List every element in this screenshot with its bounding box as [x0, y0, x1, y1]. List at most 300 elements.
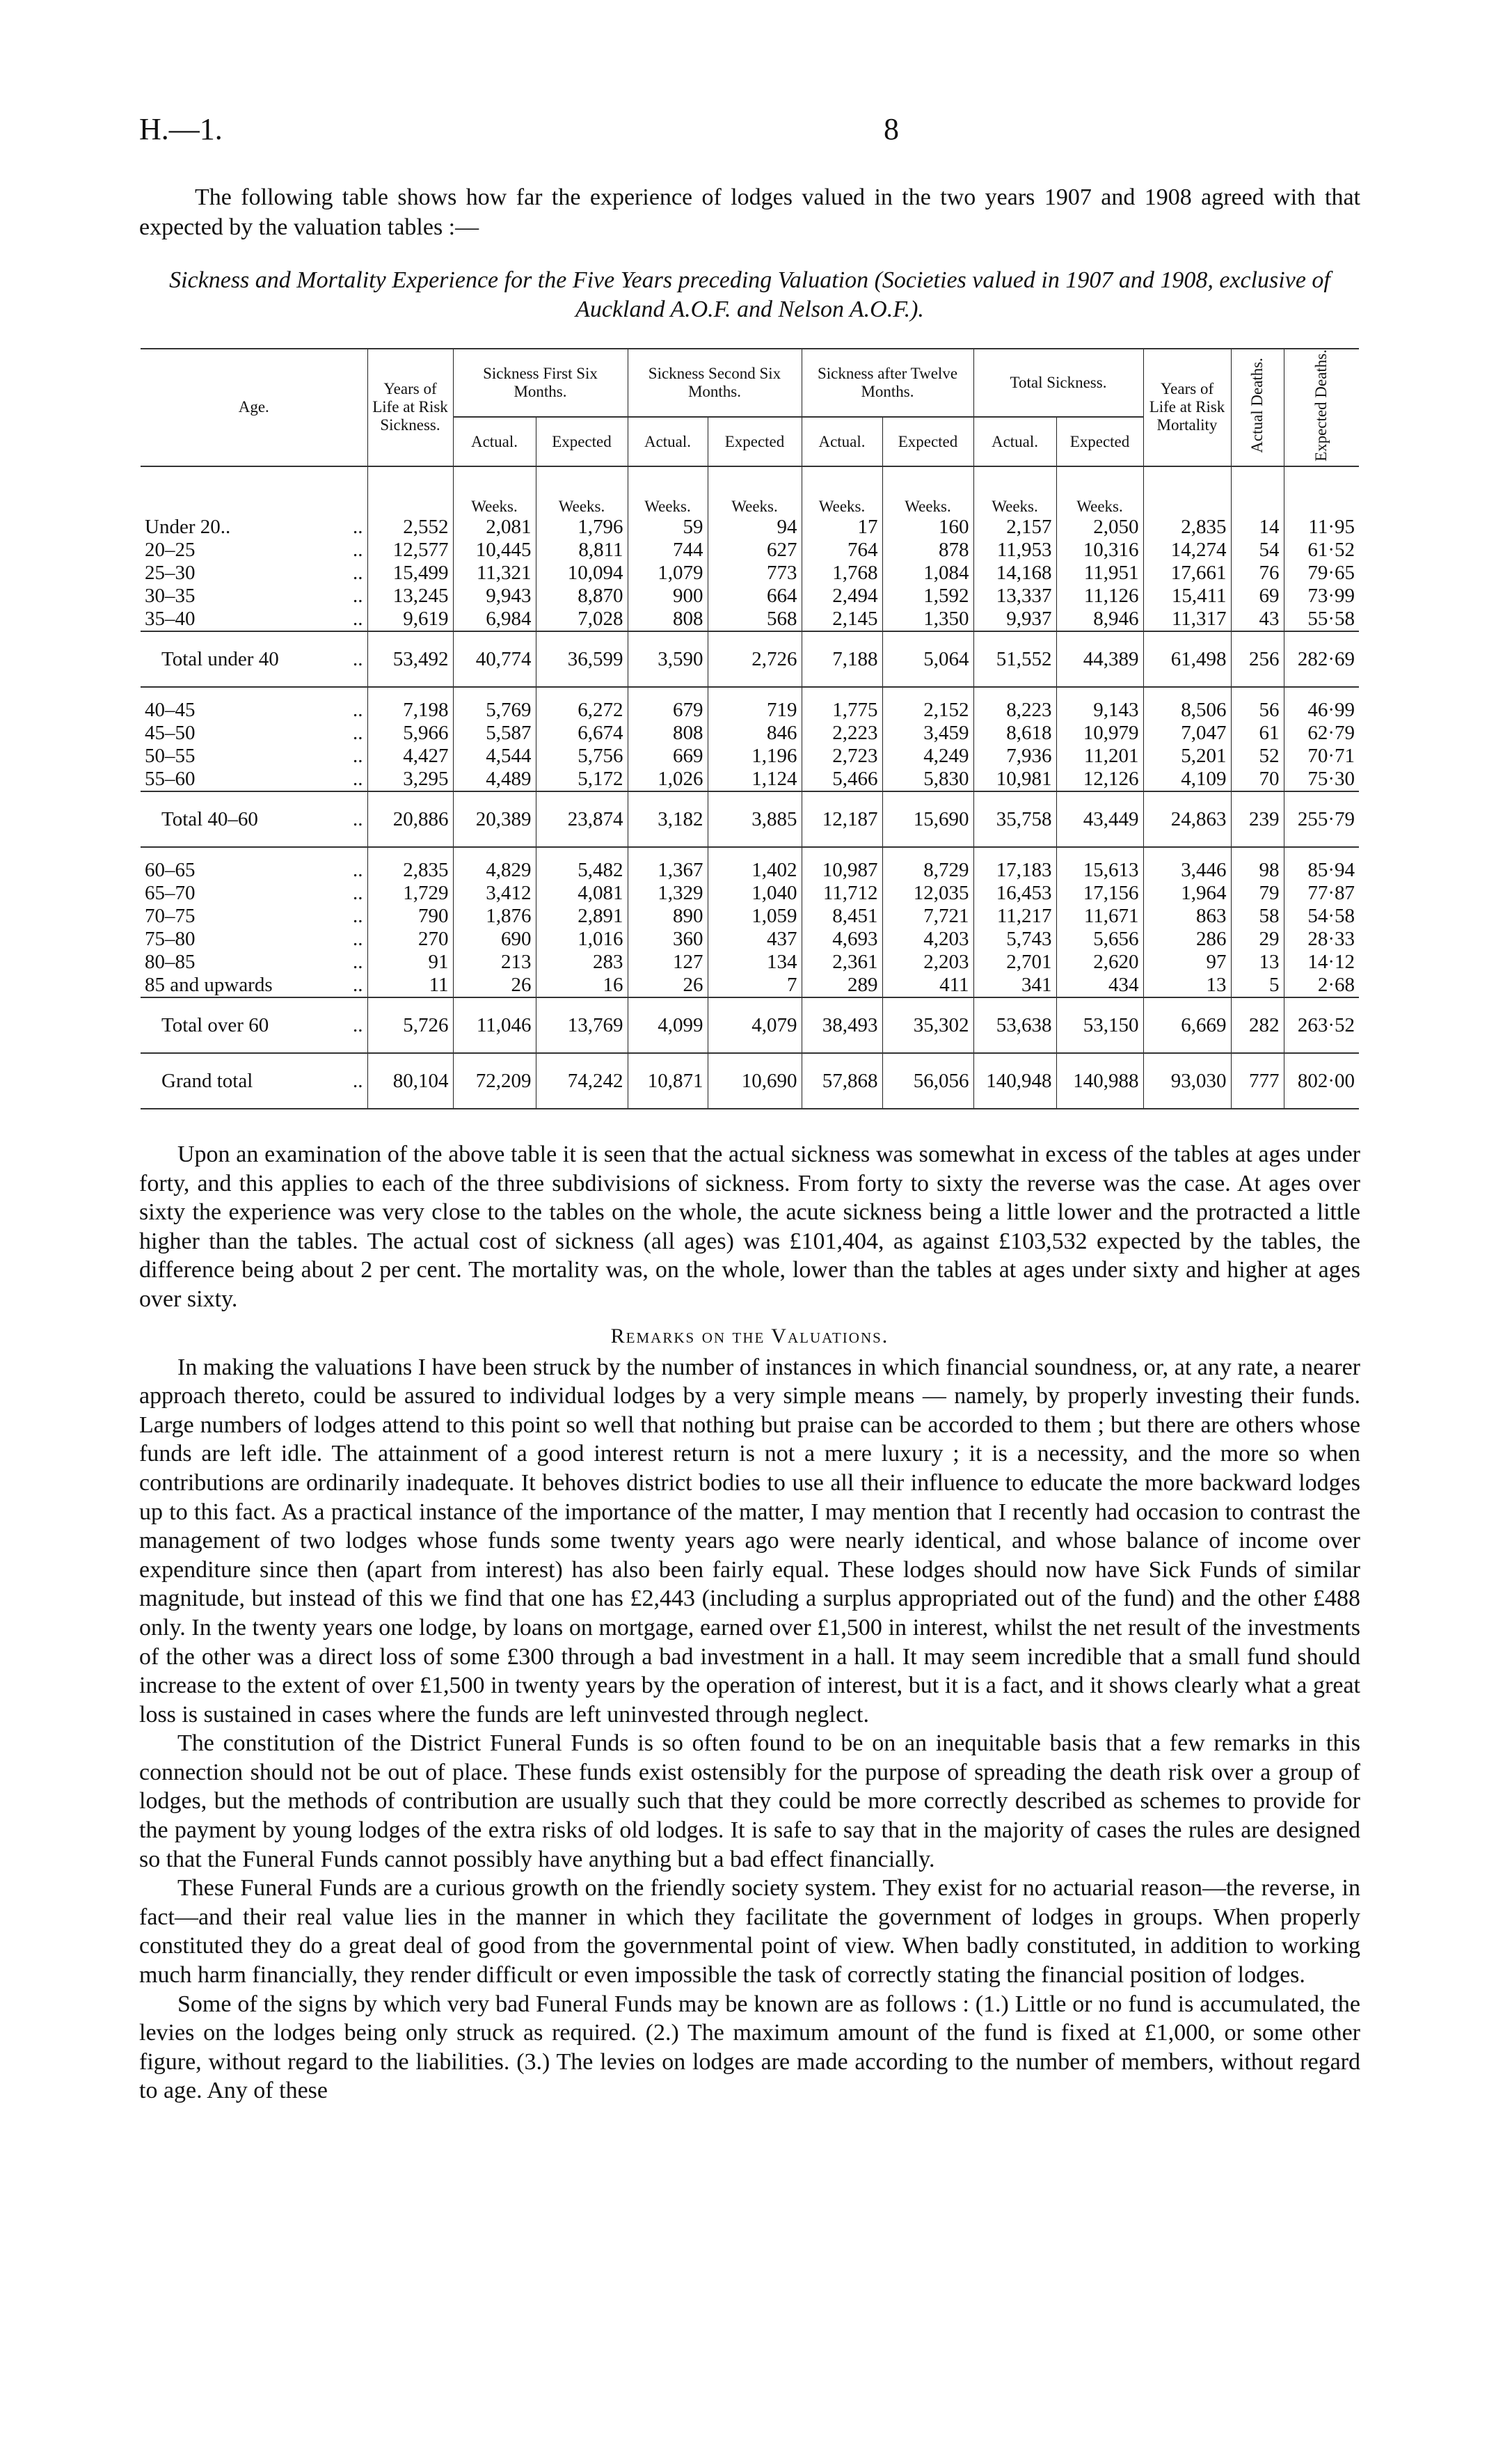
value-cell: 3,412 — [453, 882, 536, 905]
value-cell: 5,726 — [367, 997, 453, 1053]
paragraph-table-examination: Upon an examination of the above table it is seen that the actual sickness was somewhat in excess of the tables at ages under forty, and this applies to each of the three subdivisions of sickness. From forty to sixty the reverse was the case. At ages over sixty the experience was very close to the tables on the whole, the acute sickness being a little lower and the protracted a little higher than the tables. The actual cost of sickness (all ages) was £101,404, as against £103,532 expected by the tables, the difference being about 2 per cent. The mortality was, on the whole, lower than the tables at ages under sixty and higher at ages over sixty. — [139, 1141, 1360, 1312]
value-cell: 3,295 — [367, 768, 453, 791]
value-cell: 140,988 — [1056, 1053, 1143, 1109]
age-cell — [141, 585, 367, 608]
age-cell — [141, 951, 367, 974]
age-cell — [141, 791, 367, 847]
value-cell: 2·68 — [1284, 974, 1359, 997]
age-cell — [141, 1053, 367, 1109]
value-cell: 94 — [708, 516, 802, 539]
age-cell — [141, 974, 367, 997]
header-actual-deaths: Actual Deaths. — [1231, 349, 1284, 466]
value-cell: 54·58 — [1284, 905, 1359, 928]
value-cell: 10,690 — [708, 1053, 802, 1109]
table-row — [141, 687, 1359, 722]
value-cell: 1,329 — [628, 882, 708, 905]
value-cell: 5,756 — [536, 745, 628, 768]
value-cell: 341 — [973, 974, 1056, 997]
age-label: Under 20.. — [145, 515, 231, 538]
value-cell: 2,152 — [882, 687, 973, 722]
value-cell: 5,743 — [973, 928, 1056, 951]
value-cell: 43 — [1231, 608, 1284, 631]
value-cell: 11,953 — [973, 539, 1056, 562]
paragraph-bad-funeral-funds-signs: Some of the signs by which very bad Funeral Funds may be known are as follows : (1.) Little or no fund is accumulated, the levies on the lodges being only struck as required. (2.) The maximum amount of the fund is fixed at £1,000, or some other figure, without regard to the liabilities. (3.) The levies on lodges are made according to the number of members, without regard to age. Any of these — [139, 1991, 1360, 2104]
age-cell — [141, 722, 367, 745]
value-cell: 10,987 — [802, 847, 882, 882]
value-cell: 1,876 — [453, 905, 536, 928]
leader-dots: .. — [353, 767, 363, 790]
age-cell — [141, 608, 367, 631]
leader-dots: .. — [353, 584, 363, 607]
value-cell: 12,035 — [882, 882, 973, 905]
value-cell: 8,729 — [882, 847, 973, 882]
units-label: Weeks. — [536, 466, 628, 516]
value-cell: 878 — [882, 539, 973, 562]
leader-dots: .. — [353, 515, 363, 538]
value-cell: 9,619 — [367, 608, 453, 631]
value-cell: 17,156 — [1056, 882, 1143, 905]
value-cell: 11,201 — [1056, 745, 1143, 768]
value-cell: 1,040 — [708, 882, 802, 905]
value-cell: 53,492 — [367, 631, 453, 687]
value-cell: 26 — [453, 974, 536, 997]
leader-dots: .. — [353, 647, 363, 670]
value-cell: 5,769 — [453, 687, 536, 722]
value-cell: 54 — [1231, 539, 1284, 562]
value-cell: 5,466 — [802, 768, 882, 791]
value-cell: 61 — [1231, 722, 1284, 745]
sickness-mortality-table — [141, 348, 1359, 1109]
age-label: 55–60 — [145, 767, 196, 790]
value-cell: 664 — [708, 585, 802, 608]
leader-dots: .. — [353, 927, 363, 950]
value-cell: 2,361 — [802, 951, 882, 974]
value-cell: 283 — [536, 951, 628, 974]
value-cell: 79·65 — [1284, 562, 1359, 585]
value-cell: 35,302 — [882, 997, 973, 1053]
subheader-actual: Actual. — [453, 417, 536, 466]
value-cell: 2,145 — [802, 608, 882, 631]
value-cell: 17,661 — [1143, 562, 1231, 585]
value-cell: 8,451 — [802, 905, 882, 928]
age-label: Total 40–60 — [161, 807, 258, 830]
value-cell: 20,389 — [453, 791, 536, 847]
value-cell: 14 — [1231, 516, 1284, 539]
value-cell: 17,183 — [973, 847, 1056, 882]
value-cell: 255·79 — [1284, 791, 1359, 847]
value-cell: 5,587 — [453, 722, 536, 745]
value-cell: 4,109 — [1143, 768, 1231, 791]
value-cell: 8,870 — [536, 585, 628, 608]
value-cell: 10,981 — [973, 768, 1056, 791]
table-caption: Sickness and Mortality Experience for the Five Years preceding Valuation (Societies valued in 1907 and 1908, exclusive of Auckland A.O.F. and Nelson A.O.F.). — [169, 267, 1330, 322]
value-cell: 1,592 — [882, 585, 973, 608]
value-cell: 7,936 — [973, 745, 1056, 768]
value-cell: 61·52 — [1284, 539, 1359, 562]
age-cell — [141, 847, 367, 882]
document-reference: H.—1. — [139, 112, 223, 146]
value-cell: 57,868 — [802, 1053, 882, 1109]
value-cell: 11,317 — [1143, 608, 1231, 631]
value-cell: 437 — [708, 928, 802, 951]
value-cell: 98 — [1231, 847, 1284, 882]
leader-dots: .. — [353, 721, 363, 744]
value-cell: 62·79 — [1284, 722, 1359, 745]
value-cell: 2,157 — [973, 516, 1056, 539]
value-cell: 61,498 — [1143, 631, 1231, 687]
value-cell: 1,084 — [882, 562, 973, 585]
value-cell: 69 — [1231, 585, 1284, 608]
value-cell: 846 — [708, 722, 802, 745]
value-cell: 2,223 — [802, 722, 882, 745]
age-label: 80–85 — [145, 950, 196, 973]
value-cell: 134 — [708, 951, 802, 974]
value-cell: 8,223 — [973, 687, 1056, 722]
value-cell: 10,316 — [1056, 539, 1143, 562]
value-cell: 360 — [628, 928, 708, 951]
units-label: Weeks. — [973, 466, 1056, 516]
value-cell: 11,046 — [453, 997, 536, 1053]
value-cell: 14,274 — [1143, 539, 1231, 562]
header-age: Age. — [141, 349, 367, 466]
table-row — [141, 974, 1359, 997]
header-total-sickness: Total Sickness. — [973, 349, 1143, 417]
empty-cell — [141, 466, 367, 516]
empty-cell — [367, 466, 453, 516]
value-cell: 7,721 — [882, 905, 973, 928]
leader-dots: .. — [353, 858, 363, 881]
age-label: 70–75 — [145, 904, 196, 927]
value-cell: 53,150 — [1056, 997, 1143, 1053]
age-label: Grand total — [161, 1069, 253, 1092]
value-cell: 53,638 — [973, 997, 1056, 1053]
value-cell: 690 — [453, 928, 536, 951]
value-cell: 8,506 — [1143, 687, 1231, 722]
value-cell: 11,951 — [1056, 562, 1143, 585]
age-label: 25–30 — [145, 561, 196, 584]
value-cell: 1,124 — [708, 768, 802, 791]
page-number: 8 — [884, 112, 899, 146]
value-cell: 7,028 — [536, 608, 628, 631]
value-cell: 900 — [628, 585, 708, 608]
value-cell: 4,489 — [453, 768, 536, 791]
value-cell: 11,712 — [802, 882, 882, 905]
value-cell: 7,047 — [1143, 722, 1231, 745]
value-cell: 15,411 — [1143, 585, 1231, 608]
value-cell: 43,449 — [1056, 791, 1143, 847]
age-cell — [141, 745, 367, 768]
value-cell: 15,690 — [882, 791, 973, 847]
value-cell: 14,168 — [973, 562, 1056, 585]
paragraph-investing-funds: In making the valuations I have been struck by the number of instances in which financial soundness, or, at any rate, a nearer approach thereto, could be assured to individual lodges by a very simple means — namely, by properly investing their funds. Large numbers of lodges attend to this point so well that nothing but praise can be accorded to them ; but there are others whose funds are left idle. The attainment of a good interest return is not a mere luxury ; it is a necessity, and the more so when contributions are ordinarily inadequate. It behoves district bodies to use all their influence to educate the more backward lodges up to this fact. As a practical instance of the importance of the matter, I may mention that I recently had occasion to contrast the management of two lodges whose funds some twenty years ago were nearly identical, and whose balance of income over expenditure since then (apart from interest) has also been fairly equal. These lodges should now have Sick Funds of similar magnitude, but instead of this we find that one has £2,443 (including a surplus appropriated out of the fund) and the other £488 only. In the twenty years one lodge, by loans on mortgage, earned over £1,500 in interest, whilst the net result of the investments of the other was a direct loss of some £300 through a bad investment in a hall. It may seem incredible that a small fund should increase to the extent of over £1,500 in twenty years by the operation of interest, but it is a fact, and it shows clearly what a great loss is sustained in cases where the funds are left uninvested through neglect. — [139, 1354, 1360, 1728]
value-cell: 5,966 — [367, 722, 453, 745]
header-years-mortality: Years of Life at Risk Mortality — [1143, 349, 1231, 466]
value-cell: 24,863 — [1143, 791, 1231, 847]
value-cell: 719 — [708, 687, 802, 722]
value-cell: 40,774 — [453, 631, 536, 687]
paragraph-funeral-funds-constitution: The constitution of the District Funeral Funds is so often found to be on an inequitable basis that a few remarks in this connection should not be out of place. These funds exist ostensibly for the purpose of spreading the death risk over a group of lodges, but the methods of contribution are usually such that they could be more correctly described as schemes to provide for the payment by young lodges of the extra risks of old lodges. It is safe to say that in the majority of cases the rules are designed so that the Funeral Funds cannot possibly have anything but a bad effect financially. — [139, 1730, 1360, 1872]
value-cell: 7 — [708, 974, 802, 997]
units-label: Weeks. — [453, 466, 536, 516]
value-cell: 4,427 — [367, 745, 453, 768]
value-cell: 6,669 — [1143, 997, 1231, 1053]
value-cell: 1,775 — [802, 687, 882, 722]
value-cell: 8,946 — [1056, 608, 1143, 631]
value-cell: 5,172 — [536, 768, 628, 791]
value-cell: 58 — [1231, 905, 1284, 928]
value-cell: 4,099 — [628, 997, 708, 1053]
value-cell: 12,126 — [1056, 768, 1143, 791]
grand-total-row — [141, 1053, 1359, 1109]
value-cell: 76 — [1231, 562, 1284, 585]
value-cell: 12,577 — [367, 539, 453, 562]
body-text — [139, 1140, 1360, 2105]
value-cell: 14·12 — [1284, 951, 1359, 974]
value-cell: 2,081 — [453, 516, 536, 539]
units-label: Weeks. — [802, 466, 882, 516]
value-cell: 91 — [367, 951, 453, 974]
value-cell: 16 — [536, 974, 628, 997]
value-cell: 55·58 — [1284, 608, 1359, 631]
table-row — [141, 608, 1359, 631]
value-cell: 890 — [628, 905, 708, 928]
value-cell: 764 — [802, 539, 882, 562]
age-cell — [141, 631, 367, 687]
age-cell — [141, 562, 367, 585]
leader-dots: .. — [353, 1013, 363, 1036]
age-cell — [141, 516, 367, 539]
leader-dots: .. — [353, 744, 363, 767]
value-cell: 2,891 — [536, 905, 628, 928]
leader-dots: .. — [353, 950, 363, 973]
value-cell: 3,459 — [882, 722, 973, 745]
units-row — [141, 466, 1359, 516]
value-cell: 282 — [1231, 997, 1284, 1053]
value-cell: 56,056 — [882, 1053, 973, 1109]
page-header — [139, 111, 1360, 153]
leader-dots: .. — [353, 1069, 363, 1092]
value-cell: 9,143 — [1056, 687, 1143, 722]
value-cell: 72,209 — [453, 1053, 536, 1109]
age-label: 40–45 — [145, 698, 196, 721]
subheader-expected: Expected — [536, 417, 628, 466]
value-cell: 568 — [708, 608, 802, 631]
subtotal-row — [141, 631, 1359, 687]
value-cell: 140,948 — [973, 1053, 1056, 1109]
subtotal-row — [141, 997, 1359, 1053]
value-cell: 73·99 — [1284, 585, 1359, 608]
table-row — [141, 882, 1359, 905]
value-cell: 411 — [882, 974, 973, 997]
value-cell: 270 — [367, 928, 453, 951]
value-cell: 4,081 — [536, 882, 628, 905]
value-cell: 6,984 — [453, 608, 536, 631]
age-cell — [141, 768, 367, 791]
value-cell: 1,768 — [802, 562, 882, 585]
value-cell: 863 — [1143, 905, 1231, 928]
value-cell: 289 — [802, 974, 882, 997]
value-cell: 93,030 — [1143, 1053, 1231, 1109]
value-cell: 2,203 — [882, 951, 973, 974]
units-label: Weeks. — [882, 466, 973, 516]
value-cell: 10,445 — [453, 539, 536, 562]
value-cell: 70·71 — [1284, 745, 1359, 768]
value-cell: 2,726 — [708, 631, 802, 687]
age-cell — [141, 882, 367, 905]
paragraph-funeral-funds-growth: These Funeral Funds are a curious growth on the friendly society system. They exist for no actuarial reason—the reverse, in fact—and their real value lies in the manner in which they facilitate the government of lodges in groups. When properly constituted they do a great deal of good from the governmental point of view. When badly constituted, in addition to working much harm financially, they render difficult or even impossible the task of correctly stating the financial position of lodges. — [139, 1875, 1360, 1989]
empty-cell — [1143, 466, 1231, 516]
value-cell: 777 — [1231, 1053, 1284, 1109]
value-cell: 44,389 — [1056, 631, 1143, 687]
value-cell: 74,242 — [536, 1053, 628, 1109]
leader-dots: .. — [353, 561, 363, 584]
value-cell: 9,937 — [973, 608, 1056, 631]
value-cell: 28·33 — [1284, 928, 1359, 951]
age-cell — [141, 905, 367, 928]
value-cell: 38,493 — [802, 997, 882, 1053]
value-cell: 5,656 — [1056, 928, 1143, 951]
value-cell: 4,203 — [882, 928, 973, 951]
value-cell: 263·52 — [1284, 997, 1359, 1053]
age-label: Total over 60 — [161, 1013, 269, 1036]
age-label: Total under 40 — [161, 647, 279, 670]
value-cell: 127 — [628, 951, 708, 974]
subheader-expected: Expected — [882, 417, 973, 466]
value-cell: 46·99 — [1284, 687, 1359, 722]
header-second-six: Sickness Second Six Months. — [628, 349, 802, 417]
age-label: 30–35 — [145, 584, 196, 607]
value-cell: 59 — [628, 516, 708, 539]
value-cell: 4,693 — [802, 928, 882, 951]
value-cell: 802·00 — [1284, 1053, 1359, 1109]
value-cell: 7,188 — [802, 631, 882, 687]
value-cell: 70 — [1231, 768, 1284, 791]
age-cell — [141, 687, 367, 722]
value-cell: 35,758 — [973, 791, 1056, 847]
value-cell: 1,079 — [628, 562, 708, 585]
value-cell: 13,245 — [367, 585, 453, 608]
value-cell: 434 — [1056, 974, 1143, 997]
value-cell: 1,367 — [628, 847, 708, 882]
value-cell: 20,886 — [367, 791, 453, 847]
value-cell: 3,885 — [708, 791, 802, 847]
value-cell: 2,494 — [802, 585, 882, 608]
value-cell: 4,544 — [453, 745, 536, 768]
value-cell: 23,874 — [536, 791, 628, 847]
value-cell: 51,552 — [973, 631, 1056, 687]
value-cell: 4,079 — [708, 997, 802, 1053]
leader-dots: .. — [353, 881, 363, 904]
empty-cell — [1284, 466, 1359, 516]
value-cell: 3,446 — [1143, 847, 1231, 882]
subheader-actual: Actual. — [973, 417, 1056, 466]
age-label: 85 and upwards — [145, 973, 273, 996]
value-cell: 15,613 — [1056, 847, 1143, 882]
value-cell: 9,943 — [453, 585, 536, 608]
value-cell: 11,126 — [1056, 585, 1143, 608]
value-cell: 669 — [628, 745, 708, 768]
header-years-sickness: Years of Life at Risk Sickness. — [367, 349, 453, 466]
value-cell: 160 — [882, 516, 973, 539]
value-cell: 13,769 — [536, 997, 628, 1053]
value-cell: 17 — [802, 516, 882, 539]
value-cell: 1,402 — [708, 847, 802, 882]
header-expected-deaths: Expected Deaths. — [1284, 349, 1359, 466]
value-cell: 2,050 — [1056, 516, 1143, 539]
value-cell: 1,796 — [536, 516, 628, 539]
empty-cell — [1231, 466, 1284, 516]
value-cell: 8,618 — [973, 722, 1056, 745]
age-label: 60–65 — [145, 858, 196, 881]
value-cell: 744 — [628, 539, 708, 562]
age-cell — [141, 928, 367, 951]
value-cell: 213 — [453, 951, 536, 974]
age-cell — [141, 539, 367, 562]
header-first-six: Sickness First Six Months. — [453, 349, 628, 417]
value-cell: 56 — [1231, 687, 1284, 722]
leader-dots: .. — [353, 973, 363, 996]
intro-paragraph: The following table shows how far the experience of lodges valued in the two years 1907 and 1908 agreed with that expected by the valuation tables :— — [139, 184, 1360, 240]
value-cell: 1,964 — [1143, 882, 1231, 905]
value-cell: 13 — [1231, 951, 1284, 974]
value-cell: 26 — [628, 974, 708, 997]
value-cell: 36,599 — [536, 631, 628, 687]
value-cell: 790 — [367, 905, 453, 928]
age-label: 50–55 — [145, 744, 196, 767]
value-cell: 679 — [628, 687, 708, 722]
value-cell: 80,104 — [367, 1053, 453, 1109]
age-label: 45–50 — [145, 721, 196, 744]
subheader-expected: Expected — [708, 417, 802, 466]
value-cell: 11,217 — [973, 905, 1056, 928]
table-row — [141, 905, 1359, 928]
value-cell: 4,249 — [882, 745, 973, 768]
leader-dots: .. — [353, 904, 363, 927]
leader-dots: .. — [353, 607, 363, 630]
value-cell: 10,871 — [628, 1053, 708, 1109]
units-label: Weeks. — [628, 466, 708, 516]
value-cell: 808 — [628, 722, 708, 745]
value-cell: 6,674 — [536, 722, 628, 745]
value-cell: 4,829 — [453, 847, 536, 882]
value-cell: 75·30 — [1284, 768, 1359, 791]
value-cell: 2,552 — [367, 516, 453, 539]
section-heading: Remarks on the Valuations. — [610, 1324, 889, 1348]
table-row — [141, 539, 1359, 562]
value-cell: 5 — [1231, 974, 1284, 997]
value-cell: 3,590 — [628, 631, 708, 687]
value-cell: 52 — [1231, 745, 1284, 768]
value-cell: 10,979 — [1056, 722, 1143, 745]
value-cell: 6,272 — [536, 687, 628, 722]
value-cell: 1,350 — [882, 608, 973, 631]
value-cell: 3,182 — [628, 791, 708, 847]
age-cell — [141, 997, 367, 1053]
table-row — [141, 745, 1359, 768]
units-label: Weeks. — [1056, 466, 1143, 516]
value-cell: 12,187 — [802, 791, 882, 847]
value-cell: 5,830 — [882, 768, 973, 791]
value-cell: 2,835 — [367, 847, 453, 882]
value-cell: 1,059 — [708, 905, 802, 928]
value-cell: 97 — [1143, 951, 1231, 974]
value-cell: 773 — [708, 562, 802, 585]
value-cell: 7,198 — [367, 687, 453, 722]
value-cell: 1,196 — [708, 745, 802, 768]
table-row — [141, 928, 1359, 951]
value-cell: 16,453 — [973, 882, 1056, 905]
value-cell: 808 — [628, 608, 708, 631]
